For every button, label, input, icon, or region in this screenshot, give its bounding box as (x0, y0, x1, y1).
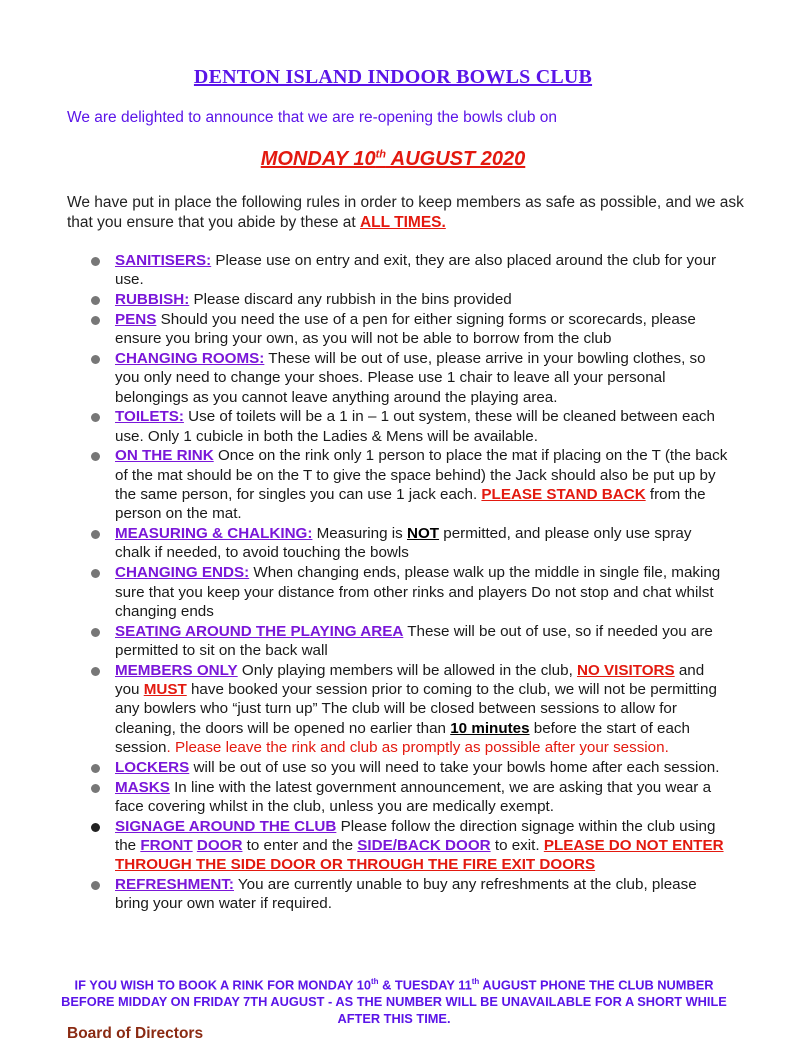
bullet-icon (91, 257, 100, 266)
bullet-icon (91, 296, 100, 305)
all-times-emphasis: ALL TIMES. (359, 214, 446, 231)
reopening-date: MONDAY 10th AUGUST 2020 (260, 148, 526, 170)
rules-list (90, 251, 730, 914)
rule-changing-rooms: CHANGING ROOMS: These will be out of use, please arrive in your bowling clothes, so you only need to change your shoes. Please use 1 chair to leave all your personal belongings as you cannot leave anything around the playing area. (90, 349, 730, 407)
bullet-icon (91, 628, 100, 637)
bullet-icon (91, 881, 100, 890)
bullet-icon (91, 355, 100, 364)
rule-members-only: MEMBERS ONLY Only playing members will be allowed in the club, NO VISITORS and you MUST have booked your session prior to coming to the club, we will not be permitting any bowlers who “just turn up” The club will be closed between sessions to allow for cleaning, the doors will be opened no earlier than 10 minutes before the start of each session. Please leave the rink and club as promptly as possible after your session. (90, 661, 730, 757)
bullet-icon (91, 823, 100, 832)
rule-lockers: LOCKERS will be out of use so you will need to take your bowls home after each session. (90, 758, 730, 777)
bullet-icon (91, 530, 100, 539)
rule-on-the-rink: ON THE RINK Once on the rink only 1 person to place the mat if placing on the T (the back of the mat should be on the T to give the space behind) the Jack should also be put up by the same person, for singles you can use 1 jack each. PLEASE STAND BACK from the person on the mat. (90, 446, 730, 523)
rule-seating: SEATING AROUND THE PLAYING AREA These will be out of use, so if needed you are permitted to sit on the back wall (90, 622, 730, 661)
signature: Board of Directors (67, 1025, 204, 1042)
rule-toilets: TOILETS: Use of toilets will be a 1 in – 1 out system, these will be cleaned between each use. Only 1 cubicle in both the Ladies & Mens will be available. (90, 407, 730, 446)
booking-notice: IF YOU WISH TO BOOK A RINK FOR MONDAY 10th & TUESDAY 11th AUGUST PHONE THE CLUB NUMBER BEFORE MIDDAY ON FRIDAY 7TH AUGUST - AS THE NUMBER WILL BE UNAVAILABLE FOR A SHORT WHILE AFTER THIS TIME. (61, 977, 727, 1027)
bullet-icon (91, 784, 100, 793)
bullet-icon (91, 667, 100, 676)
rule-signage: SIGNAGE AROUND THE CLUB Please follow the direction signage within the club using the FRONT DOOR to enter and the SIDE/BACK DOOR to exit. PLEASE DO NOT ENTER THROUGH THE SIDE DOOR OR THROUGH THE FIRE EXIT DOORS (90, 817, 730, 875)
rule-changing-ends: CHANGING ENDS: When changing ends, please walk up the middle in single file, making sure that you keep your distance from other rinks and players Do not stop and chat whilst changing ends (90, 563, 730, 621)
bullet-icon (91, 413, 100, 422)
rule-measuring-chalking: MEASURING & CHALKING: Measuring is NOT permitted, and please only use spray chalk if needed, to avoid touching the bowls (90, 524, 730, 563)
rule-sanitisers: SANITISERS: Please use on entry and exit, they are also placed around the club for your use. (90, 251, 730, 290)
rule-pens: PENS Should you need the use of a pen for either signing forms or scorecards, please ensure you bring your own, as you will not be able to borrow from the club (90, 310, 730, 349)
rule-masks: MASKS In line with the latest government announcement, we are asking that you wear a face covering whilst in the club, unless you are medically exempt. (90, 778, 730, 817)
intro-text: We are delighted to announce that we are re-opening the bowls club on (67, 109, 558, 126)
bullet-icon (91, 764, 100, 773)
rule-rubbish: RUBBISH: Please discard any rubbish in the bins provided (90, 290, 730, 309)
bullet-icon (91, 569, 100, 578)
rule-refreshment: REFRESHMENT: You are currently unable to buy any refreshments at the club, please bring your own water if required. (90, 875, 730, 914)
bullet-icon (91, 452, 100, 461)
bullet-icon (91, 316, 100, 325)
rules-intro: We have put in place the following rules in order to keep members as safe as possible, and we ask that you ensure that you abide by these at ALL TIMES. (67, 194, 744, 231)
club-title: DENTON ISLAND INDOOR BOWLS CLUB (193, 66, 593, 88)
